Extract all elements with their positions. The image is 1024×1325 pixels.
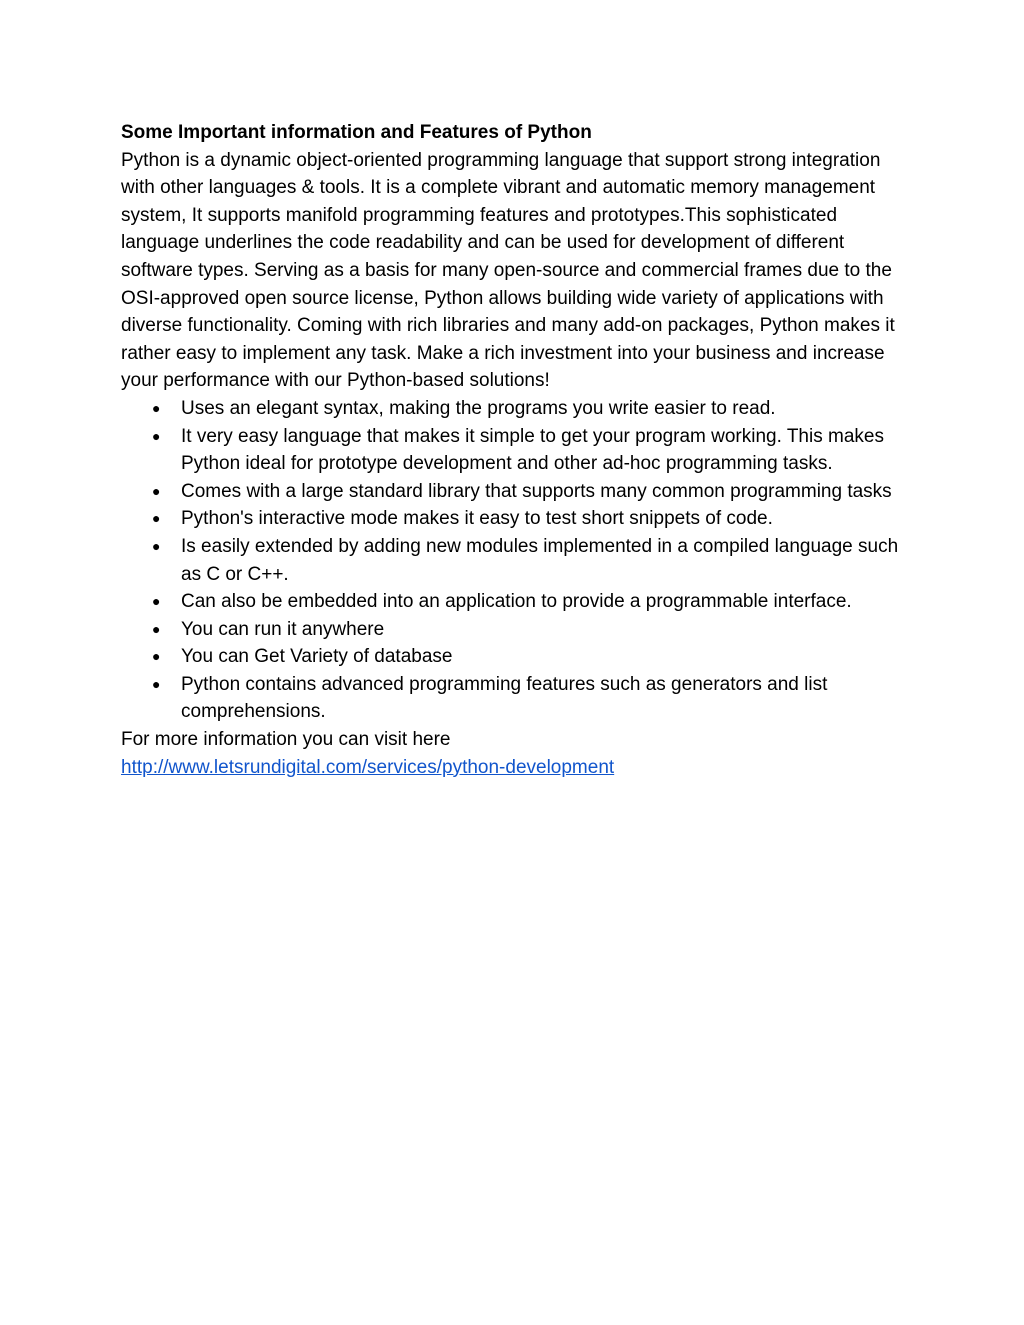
intro-paragraph: Python is a dynamic object-oriented programming language that support strong integration with other languages & tools. It is a complete vibrant and automatic memory management system, It supports manifold programming features and prototypes.This sophisticated language underlines the code readability and can be used for development of different software types. Serving as a basis for many open-source and commercial frames due to the OSI-approved open source license, Python allows building wide variety of applications with diverse functionality. Coming with rich libraries and many add-on packages, Python makes it rather easy to implement any task. Make a rich investment into your business and increase your performance with our Python-based solutions! xyxy=(121,149,895,392)
bullet-icon: ● xyxy=(152,399,161,416)
bullet-icon: ● xyxy=(152,427,161,444)
more-info-text: For more information you can visit here xyxy=(121,729,451,751)
bullet-icon: ● xyxy=(152,593,161,610)
list-item xyxy=(121,395,911,423)
feature-text: Can also be embedded into an application to provide a programmable interface. xyxy=(181,591,852,613)
list-item xyxy=(121,643,911,671)
feature-text: Is easily extended by adding new modules implemented in a compiled language such as C or C++. xyxy=(181,535,899,585)
list-item xyxy=(121,533,911,588)
document-title: Some Important information and Features of Python xyxy=(121,122,592,143)
bullet-icon: ● xyxy=(152,675,161,692)
list-item xyxy=(121,588,911,616)
feature-text: Uses an elegant syntax, making the programs you write easier to read. xyxy=(181,397,776,419)
bullet-icon: ● xyxy=(152,482,161,499)
feature-text: Python's interactive mode makes it easy to test short snippets of code. xyxy=(181,508,773,530)
list-item xyxy=(121,505,911,533)
feature-text: Comes with a large standard library that supports many common programming tasks xyxy=(181,480,892,502)
feature-text: Python contains advanced programming features such as generators and list comprehensions. xyxy=(181,673,828,723)
feature-text: You can run it anywhere xyxy=(181,618,385,640)
bullet-icon: ● xyxy=(152,537,161,554)
list-item xyxy=(121,423,911,478)
document-page xyxy=(121,119,911,781)
features-list xyxy=(121,395,911,726)
list-item xyxy=(121,616,911,644)
bullet-icon: ● xyxy=(152,510,161,527)
list-item xyxy=(121,478,911,506)
bullet-icon: ● xyxy=(152,620,161,637)
feature-text: You can Get Variety of database xyxy=(181,646,453,668)
python-development-link[interactable]: http://www.letsrundigital.com/services/python-development xyxy=(121,756,615,778)
list-item xyxy=(121,671,911,726)
bullet-icon: ● xyxy=(152,648,161,665)
feature-text: It very easy language that makes it simple to get your program working. This makes Python ideal for prototype development and other ad-hoc programming tasks. xyxy=(181,425,884,475)
